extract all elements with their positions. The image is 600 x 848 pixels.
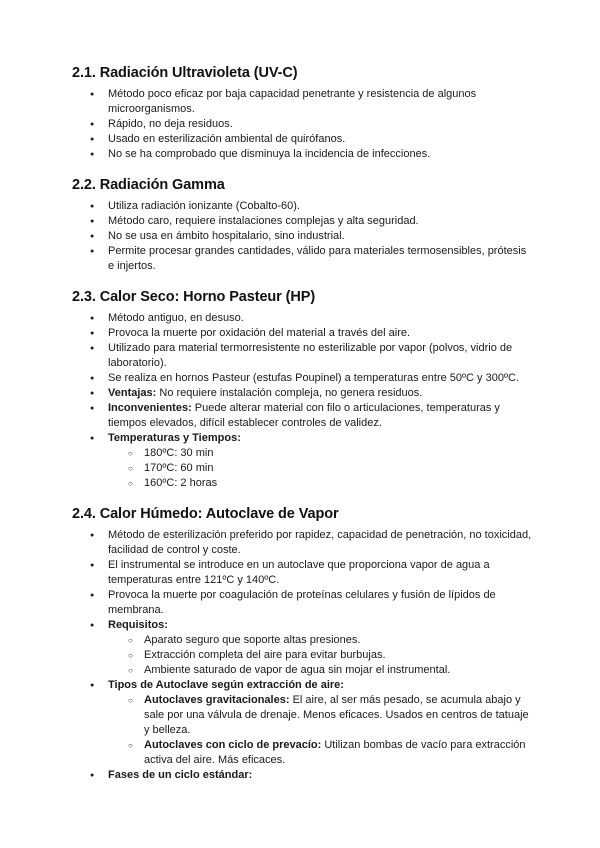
bold-label: Requisitos: <box>108 619 168 631</box>
bold-label: Inconvenientes: <box>108 402 192 414</box>
list-item: ● Método caro, requiere instalaciones complejas y alta seguridad. <box>72 214 532 229</box>
bullet-list <box>72 199 532 274</box>
list-item-temperaturas <box>72 431 532 491</box>
bold-label: Temperaturas y Tiempos: <box>108 432 241 444</box>
list-item: ● Se realiza en hornos Pasteur (estufas Poupinel) a temperaturas entre 50ºC y 300ºC. <box>72 371 532 386</box>
section-gamma <box>72 176 532 274</box>
bold-label: Autoclaves gravitacionales: <box>144 694 290 706</box>
list-item: ● No se usa en ámbito hospitalario, sino industrial. <box>72 229 532 244</box>
item-text: Utilizan bombas de vacío para extracción activa del aire. Más eficaces. <box>144 739 526 766</box>
sub-list-item: ○ 180ºC: 30 min <box>108 446 532 461</box>
list-item: ● Método poco eficaz por baja capacidad penetrante y resistencia de algunos microorganismos. <box>72 87 532 117</box>
sub-list-item <box>108 693 532 738</box>
section-heading: 2.4. Calor Húmedo: Autoclave de Vapor <box>72 506 339 522</box>
section-uv-c <box>72 64 532 162</box>
list-item: ● Rápido, no deja residuos. <box>72 117 532 132</box>
list-item: ● Utiliza radiación ionizante (Cobalto-60). <box>72 199 532 214</box>
document-page <box>72 64 532 797</box>
list-item: ● Permite procesar grandes cantidades, válido para materiales termosensibles, prótesis e injertos. <box>72 244 532 274</box>
section-heading: 2.1. Radiación Ultravioleta (UV-C) <box>72 65 298 81</box>
list-item-inconvenientes <box>72 401 532 431</box>
sub-list-item: ○ Extracción completa del aire para evitar burbujas. <box>108 648 532 663</box>
list-item-fases <box>72 768 532 783</box>
sub-list-item: ○ Aparato seguro que soporte altas presiones. <box>108 633 532 648</box>
list-item-requisitos <box>72 618 532 678</box>
list-item: ● Utilizado para material termorresistente no esterilizable por vapor (polvos, vidrio de laboratorio). <box>72 341 532 371</box>
sub-list-item: ○ 160ºC: 2 horas <box>108 476 532 491</box>
sub-list <box>108 446 532 491</box>
section-heading: 2.3. Calor Seco: Horno Pasteur (HP) <box>72 289 316 305</box>
list-item: ● Usado en esterilización ambiental de quirófanos. <box>72 132 532 147</box>
sub-list-item: ○ Ambiente saturado de vapor de agua sin mojar el instrumental. <box>108 663 532 678</box>
sub-list <box>108 693 532 768</box>
section-heading: 2.2. Radiación Gamma <box>72 177 225 193</box>
list-item-tipos <box>72 678 532 768</box>
list-item-ventajas <box>72 386 532 401</box>
list-item: ● No se ha comprobado que disminuya la incidencia de infecciones. <box>72 147 532 162</box>
bullet-list <box>72 528 532 783</box>
item-text: El aire, al ser más pesado, se acumula abajo y sale por una válvula de drenaje. Menos eficaces. Usados en centros de tatuaje y belleza. <box>144 694 529 736</box>
sub-list <box>108 633 532 678</box>
item-text: Puede alterar material con filo o articulaciones, temperaturas y tiempos elevados, difícil establecer controles de validez. <box>108 402 500 429</box>
item-text: No requiere instalación compleja, no genera residuos. <box>156 387 423 399</box>
list-item: ● Método de esterilización preferido por rapidez, capacidad de penetración, no toxicidad, facilidad de control y coste. <box>72 528 532 558</box>
bullet-list <box>72 87 532 162</box>
bold-label: Ventajas: <box>108 387 157 399</box>
list-item: ● Provoca la muerte por oxidación del material a través del aire. <box>72 326 532 341</box>
bullet-list <box>72 311 532 491</box>
bold-label: Tipos de Autoclave según extracción de aire: <box>108 679 344 691</box>
list-item: ● Método antiguo, en desuso. <box>72 311 532 326</box>
section-calor-seco <box>72 288 532 491</box>
list-item: ● Provoca la muerte por coagulación de proteínas celulares y fusión de lípidos de membrana. <box>72 588 532 618</box>
sub-list-item <box>108 738 532 768</box>
sub-list-item: ○ 170ºC: 60 min <box>108 461 532 476</box>
bold-label: Autoclaves con ciclo de prevacío: <box>144 739 322 751</box>
section-calor-humedo <box>72 505 532 783</box>
list-item: ● El instrumental se introduce en un autoclave que proporciona vapor de agua a temperaturas entre 121ºC y 140ºC. <box>72 558 532 588</box>
bold-label: Fases de un ciclo estándar: <box>108 769 253 781</box>
